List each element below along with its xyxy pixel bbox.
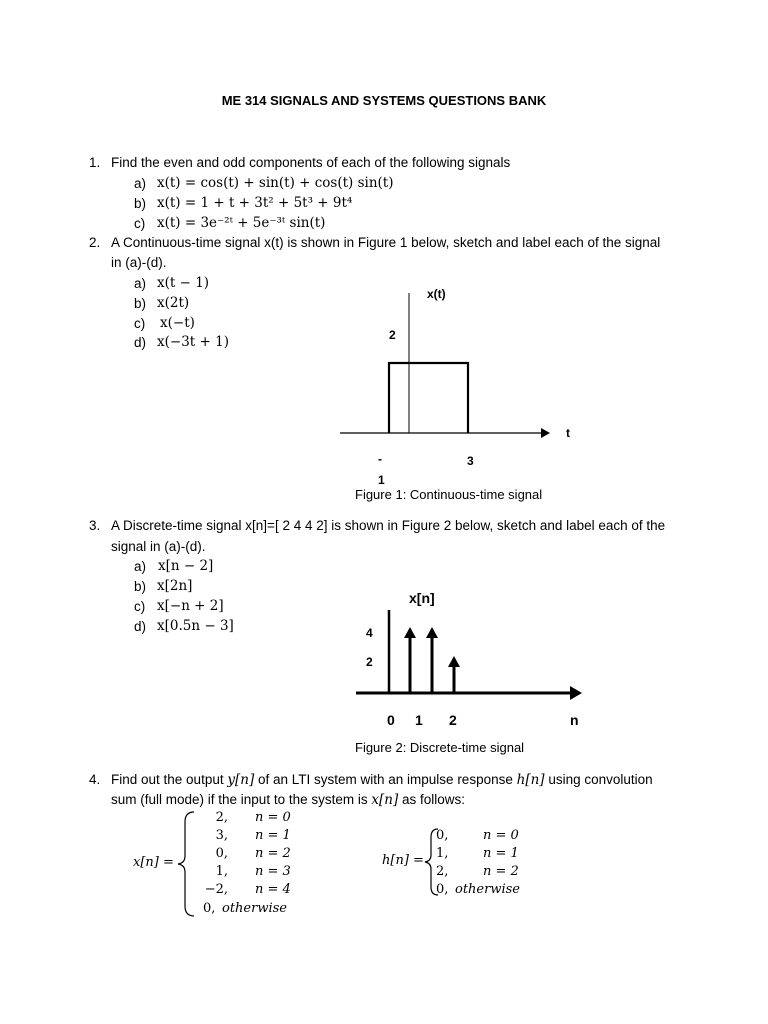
fig1-y-label: x(t) <box>427 287 446 301</box>
q2-item-c-label: c) <box>134 316 146 331</box>
q2-item-d-label: d) <box>134 335 147 350</box>
q2-item-b-label: b) <box>134 296 147 311</box>
q1-item-b-label: b) <box>134 196 147 211</box>
q4-y-symbol: y[n] <box>227 772 255 788</box>
q3-item-c-expr: x[−n + 2] <box>157 598 224 614</box>
fig1-caption: Figure 1: Continuous-time signal <box>355 487 543 502</box>
q1-text: Find the even and odd components of each of the following signals <box>111 155 511 170</box>
q2-number: 2. <box>89 235 101 250</box>
h-def-lhs: h[n] = <box>382 853 424 868</box>
q3-text-line1: A Discrete-time signal x[n]=[ 2 4 4 2] is shown in Figure 2 below, sketch and label each of the <box>111 518 666 533</box>
q4-line1 <box>111 770 653 790</box>
x-def-val-2: 0, <box>215 846 228 861</box>
q4-line2-b: as follows: <box>401 792 466 807</box>
q3-item-b-label: b) <box>134 579 147 594</box>
q4-line1-b: of an LTI system with an impulse response <box>257 772 513 787</box>
q2-item-b-expr: x(2t) <box>157 295 190 311</box>
x-def-brace <box>178 812 194 916</box>
q4-line1-c: using convolution <box>548 772 653 787</box>
q1-item-c-label: c) <box>134 216 146 231</box>
q2-item-a-label: a) <box>134 276 147 291</box>
q1-number: 1. <box>89 155 101 170</box>
x-def-cond-4: n = 4 <box>255 882 291 897</box>
h-def-cond-0: n = 0 <box>483 828 519 843</box>
fig2-n-label: n <box>570 712 579 728</box>
q3-item-d-expr: x[0.5n − 3] <box>157 618 234 634</box>
fig2-stem-n2-head <box>426 627 438 638</box>
q2-item-c-expr: x(−t) <box>160 315 195 331</box>
q3-item-d-label: d) <box>134 619 147 634</box>
fig2-caption: Figure 2: Discrete-time signal <box>355 740 525 755</box>
q3-number: 3. <box>89 518 101 533</box>
x-def-val-0: 2, <box>215 810 228 825</box>
fig2-stem-n1-head <box>404 627 416 638</box>
fig2-level-low: 2 <box>366 655 373 669</box>
x-def-val-4: −2, <box>204 882 228 897</box>
x-def-cond-2: n = 2 <box>255 846 291 861</box>
fig1-tick-end: 3 <box>467 454 474 468</box>
x-def-val-5: 0, <box>203 901 216 916</box>
fig1-t-axis-arrow <box>541 428 550 438</box>
q3-item-c-label: c) <box>134 599 146 614</box>
fig2-tick-1: 1 <box>415 712 423 728</box>
q3-item-a-expr: x[n − 2] <box>158 558 214 574</box>
x-def-lhs: x[n] = <box>133 855 174 870</box>
q2-text-line1: A Continuous-time signal x(t) is shown in Figure 1 below, sketch and label each of the signal <box>111 235 661 250</box>
q2-item-d-expr: x(−3t + 1) <box>157 334 229 350</box>
q1-item-a-expr: x(t) = cos(t) + sin(t) + cos(t) sin(t) <box>157 175 394 191</box>
q4-h-symbol: h[n] <box>516 772 545 788</box>
q1-item-a-label: a) <box>134 176 147 191</box>
h-def-val-2: 2, <box>436 864 449 879</box>
q4-line2-a: sum (full mode) if the input to the system is <box>111 792 368 807</box>
q4-x-symbol: x[n] <box>371 792 399 808</box>
fig1-pulse <box>389 363 468 433</box>
fig1-tick-start: 1 <box>378 473 385 487</box>
h-def-val-1: 1, <box>436 846 449 861</box>
fig1-t-label: t <box>566 426 570 440</box>
q2-text-line2: in (a)-(d). <box>111 255 167 270</box>
h-def-val-3: 0, <box>436 882 449 897</box>
fig2-level-high: 4 <box>366 626 373 640</box>
fig2-n-axis-arrow <box>570 686 582 700</box>
fig1-tick-minus: - <box>378 452 382 466</box>
x-def-cond-5: otherwise <box>222 901 287 916</box>
q3-text-line2: signal in (a)-(d). <box>111 539 206 554</box>
q1-item-b-expr: x(t) = 1 + t + 3t² + 5t³ + 9t⁴ <box>157 195 353 211</box>
x-def-cond-0: n = 0 <box>255 810 291 825</box>
page-title: ME 314 SIGNALS AND SYSTEMS QUESTIONS BANK <box>221 93 547 108</box>
h-def-cond-2: n = 2 <box>483 864 519 879</box>
x-def-val-1: 3, <box>215 828 228 843</box>
h-def-cond-1: n = 1 <box>483 846 519 861</box>
q3-item-b-expr: x[2n] <box>157 578 193 594</box>
x-def-val-3: 1, <box>215 864 228 879</box>
x-def-cond-1: n = 1 <box>255 828 291 843</box>
h-def-val-0: 0, <box>436 828 449 843</box>
fig2-stem-n3-head <box>448 656 460 667</box>
fig2-tick-2: 2 <box>449 712 457 728</box>
h-def-cond-3: otherwise <box>455 882 520 897</box>
q4-line2 <box>111 790 465 810</box>
q1-item-c-expr: x(t) = 3e⁻²ᵗ + 5e⁻³ᵗ sin(t) <box>157 215 326 231</box>
q2-item-a-expr: x(t − 1) <box>157 275 210 291</box>
q4-line1-a: Find out the output <box>111 772 224 787</box>
fig2-tick-0: 0 <box>387 712 395 728</box>
fig1-amplitude-label: 2 <box>389 328 396 342</box>
fig2-y-label: x[n] <box>409 590 435 606</box>
x-def-cond-3: n = 3 <box>255 864 291 879</box>
q3-item-a-label: a) <box>134 559 147 574</box>
q4-number: 4. <box>89 772 101 787</box>
